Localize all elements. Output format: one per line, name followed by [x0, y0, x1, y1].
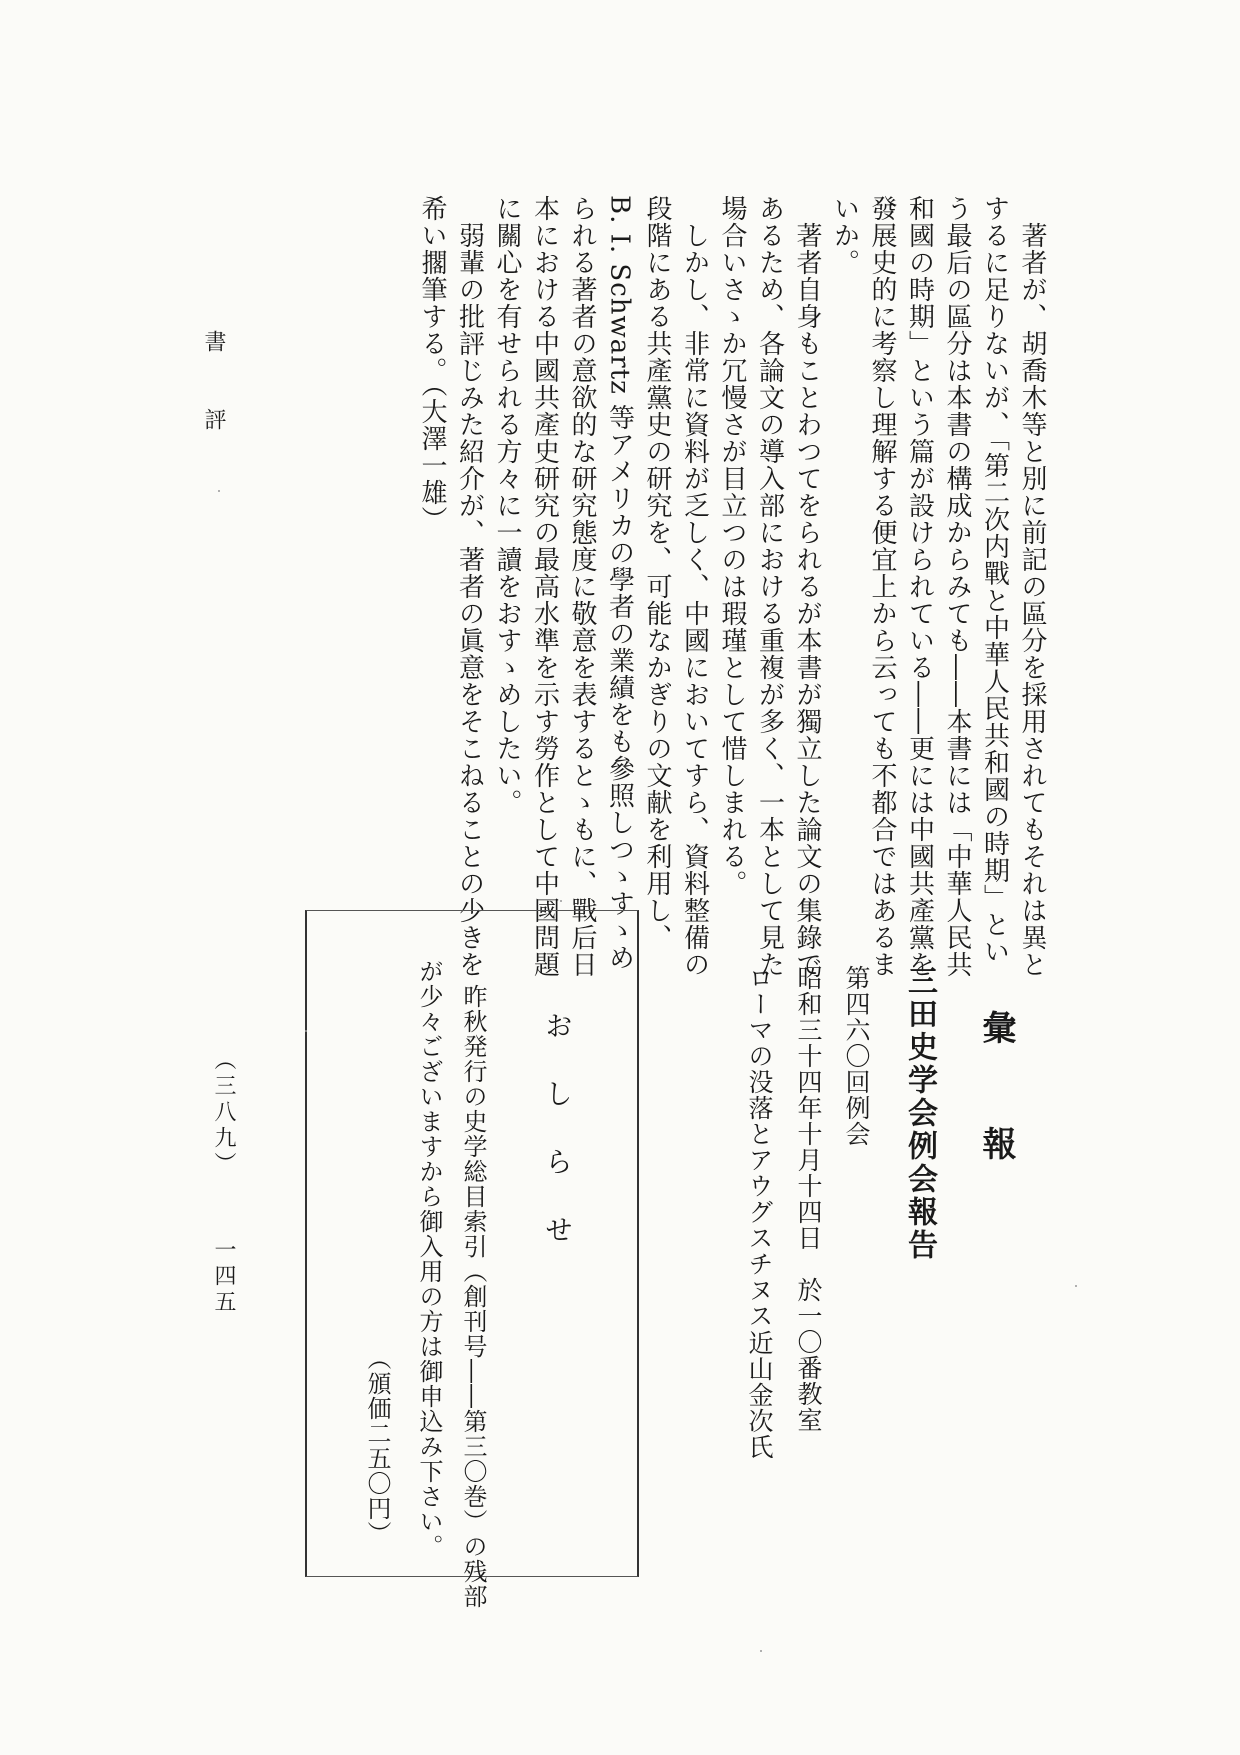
notice-title: おしらせ: [541, 1011, 574, 1283]
section-title: 彙報: [976, 1010, 1016, 1242]
scan-speck: [760, 1650, 762, 1652]
review-line: 弱輩の批評じみた紹介が、著者の眞意をそこねることの少きを: [454, 195, 485, 978]
meeting-date-place: 昭和三十四年十月十四日 於一〇番教室: [794, 965, 823, 1433]
review-line: う最后の區分は本書の構成からみても――本書には「中華人民共: [942, 195, 972, 978]
review-line: B. I. Schwartz 等アメリカの學者の業績をも參照しつゝすゝめ: [604, 195, 635, 972]
notice-line-1: 昨秋発行の史学総目索引（創刊号――第三〇巻）の残部: [459, 959, 487, 1609]
review-body: [417, 195, 1050, 978]
review-line: 場合いさゝか冗慢さが目立つのは瑕瑾として惜しまれる。: [717, 195, 747, 897]
review-line: 著者が、胡喬木等と別に前記の區分を採用されてもそれは異と: [1017, 195, 1047, 978]
notice-line-2: が少々ございますから御入用の方は御申込み下さい。: [415, 959, 443, 1559]
review-line: しかし、非常に資料が乏しく、中國においてすら、資料整備の: [679, 195, 710, 978]
review-line: 發展史的に考察し理解する便宜上から云っても不都合ではあるま: [867, 195, 897, 978]
running-header: 書評: [201, 330, 226, 486]
lecture-title: ローマの没落とアウグスチヌス: [745, 965, 774, 1329]
review-line: られる著者の意欲的な研究態度に敬意を表するとゝもに、戰后日: [567, 195, 597, 978]
review-line: 著者自身もことわつてをられるが本書が獨立した論文の集錄で: [792, 195, 822, 978]
review-line: に關心を有せられる方々に一讀をおすゝめしたい。: [492, 195, 522, 816]
review-line: いか。: [829, 195, 860, 276]
scan-speck: [1075, 1285, 1077, 1287]
review-line: あるため、各論文の導入部における重複が多く、一本として見た: [754, 195, 785, 978]
notice-price: （頒価二五〇円）: [363, 1346, 391, 1546]
scan-speck: [305, 1030, 307, 1032]
notice-box: [305, 910, 639, 1609]
meeting-number: 第四六〇回例会: [842, 965, 871, 1147]
review-line: 和國の時期」という篇が設けられている――更には中國共產黨を: [904, 195, 935, 978]
volume-page-number: （三八九）: [211, 1048, 236, 1178]
review-line: 希い擱筆する。（大澤一雄）: [417, 195, 447, 533]
review-line: 段階にある共產黨史の研究を、可能なかぎりの文献を利用し、: [642, 195, 672, 951]
page-number: 一四五: [211, 1238, 236, 1316]
speaker-name: 近山金次氏: [745, 1330, 774, 1460]
scan-speck: [560, 900, 562, 902]
review-line: するに足りないが、「第二次内戰と中華人民共和國の時期」とい: [979, 195, 1010, 965]
scan-speck: [218, 490, 220, 492]
review-line: 本における中國共產史研究の最高水準を示す勞作として中國問題: [529, 195, 560, 978]
report-heading: 三田史学会例会報告: [902, 965, 937, 1262]
